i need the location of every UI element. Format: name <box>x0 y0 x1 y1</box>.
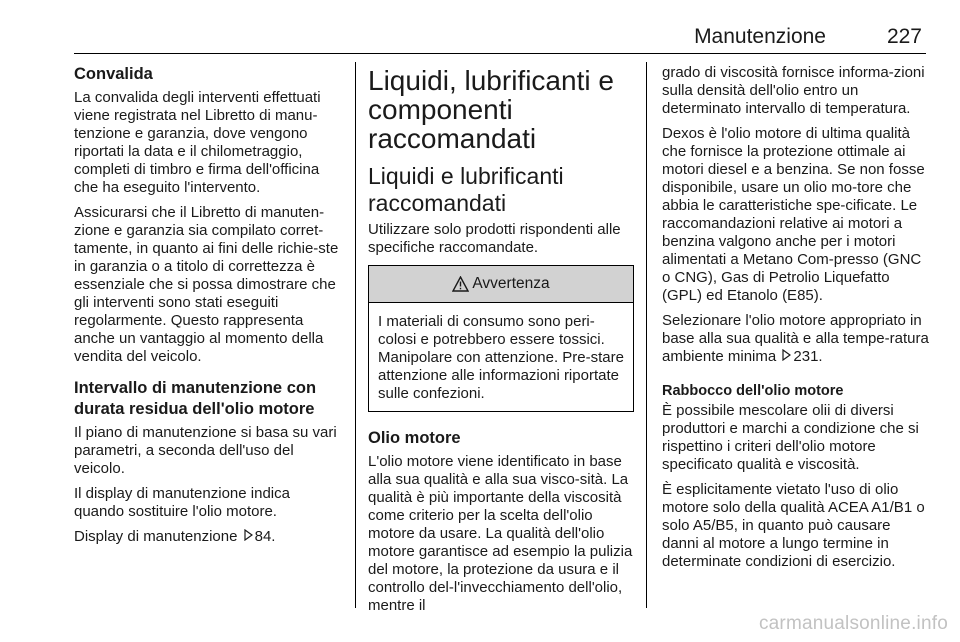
paragraph-validation: La convalida degli interventi effettuati viene registrata nel Libretto di manu-tenzione e garanzia, dove vengono riportati la data e il chilometraggio, completi di timbro e firma dell'officina che ha eseguito l'intervento. <box>74 89 321 196</box>
paragraph-logbook: Assicurarsi che il Libretto di manuten-zione e garanzia sia compilato corret-tamente, in quanto ai fini delle richie-ste in garanzia o a titolo di correttezza è essenziale che si possa dimostrare che gli interventi sono stati eseguiti regolarmente. Questo rappresenta anche un vantaggio al momento della vendita del veicolo. <box>74 204 339 365</box>
paragraph-mixing-oils: È possibile mescolare olii di diversi produttori e marchi a condizione che si rispettino i criteri dell'olio motore specificato qualità e viscosità. <box>662 402 919 473</box>
heading-service-interval: Intervallo di manutenzione con durata residua dell'olio motore <box>74 379 317 418</box>
warning-body <box>369 303 633 411</box>
warning-text: I materiali di consumo sono peri-colosi e potrebbero essere tossici. Manipolare con attenzione. Pre-stare attenzione alle informazioni riportate sulle confezioni. <box>378 313 624 402</box>
warning-box <box>368 265 634 412</box>
paragraph-engine-oil: L'olio motore viene identificato in base alla sua qualità e alla sua visco-sità. La qualità è più importante della viscosità come criterio per la scelta dell'olio motore da usare. La qualità dell'olio motore garantisce ad esempio la pulizia del motore, la protezione da usura e il controllo del-l'invecchiamento dell'olio, mentre il <box>368 453 633 614</box>
column-divider-left <box>355 62 356 608</box>
display-ref-page[interactable]: 84. <box>254 528 276 545</box>
paragraph-service-plan: Il piano di manutenzione si basa su vari parametri, a seconda dell'uso del veicolo. <box>74 424 337 477</box>
warning-header <box>369 266 633 303</box>
paragraph-viscosity: grado di viscosità fornisce informa-zioni sulla densità dell'olio entro un determinato intervallo di temperatura. <box>662 64 925 117</box>
section-title: Manutenzione <box>694 25 826 48</box>
chapter-title: Liquidi, lubrificanti e componenti raccomandati <box>368 65 614 154</box>
column-1 <box>74 64 342 553</box>
heading-oil-topup: Rabbocco dell'olio motore <box>662 383 844 399</box>
select-oil-text: Selezionare l'olio motore appropriato in base alla sua qualità e alla tempe-ratura ambiente minima <box>662 312 929 365</box>
page-header <box>74 20 926 54</box>
paragraph-acea-prohibited: È esplicitamente vietato l'uso di olio motore solo della qualità ACEA A1/B1 o solo A5/B5, in quanto può causare danni al motore a lungo termine in determinate condizioni di esercizio. <box>662 481 925 570</box>
column-divider-right <box>646 62 647 608</box>
heading-validation: Convalida <box>74 65 153 83</box>
column-2 <box>368 64 634 622</box>
page-reference-icon <box>782 348 791 366</box>
page-reference-icon <box>244 528 253 546</box>
watermark: carmanualsonline.info <box>758 613 948 634</box>
section-heading-fluids: Liquidi e lubrificanti raccomandati <box>368 163 564 216</box>
paragraph-select-oil <box>662 312 930 366</box>
display-ref-text: Display di manutenzione <box>74 528 238 545</box>
paragraph-service-display: Il display di manutenzione indica quando sostituire l'olio motore. <box>74 485 290 520</box>
heading-engine-oil: Olio motore <box>368 429 461 447</box>
warning-triangle-icon <box>452 276 469 292</box>
paragraph-display-ref <box>74 528 342 546</box>
select-oil-ref-page[interactable]: 231. <box>793 348 823 365</box>
paragraph-use-specified: Utilizzare solo prodotti rispondenti alle specifiche raccomandate. <box>368 221 621 256</box>
paragraph-dexos: Dexos è l'olio motore di ultima qualità che fornisce la protezione ottimale ai motori diesel e a benzina. Se non fosse disponibile, usare un olio mo-tore che abbia le caratteristiche spe-cificate. Le raccomandazioni relative ai motori a benzina valgono anche per i motori alimentati a Metano Com-presso (GNC o CNG), Gas di Petrolio Liquefatto (GPL) ed Etanolo (E85). <box>662 125 925 304</box>
column-3 <box>662 64 930 578</box>
warning-title: Avvertenza <box>472 275 550 292</box>
page-number: 227 <box>886 25 922 48</box>
